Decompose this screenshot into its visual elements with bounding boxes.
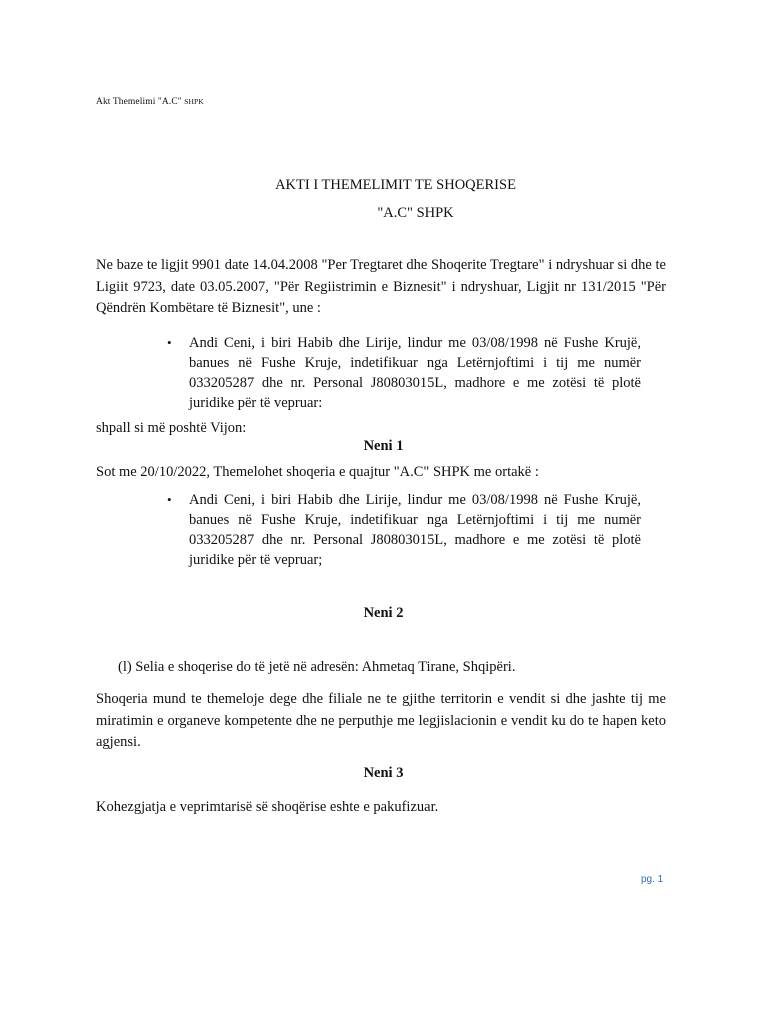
running-header-title: Akt Themelimi "A.C" — [96, 97, 182, 107]
running-header — [96, 97, 204, 107]
running-header-suffix: SHPK — [184, 97, 204, 106]
document-title: AKTI I THEMELIMIT TE SHOQERISE — [275, 177, 516, 193]
bullet-icon: • — [167, 492, 172, 507]
founder-list-2 — [167, 490, 641, 570]
article-3-text: Kohezgjatja e veprimtarisë së shoqërise eshte e pakufizuar. — [96, 799, 439, 815]
article-2-text: Shoqeria mund te themeloje dege dhe filiale ne te gjithe territorin e vendit si dhe jashte tij me miratimin e organeve kompetente dhe ne perputhje me legjislacionin e vendit ku do te hapen keto agjensi. — [96, 691, 666, 750]
declaration-line: shpall si më poshtë Vijon: — [96, 420, 247, 436]
article-2-heading: Neni 2 — [363, 605, 404, 621]
founder-details: Andi Ceni, i biri Habib dhe Lirije, lindur me 03/08/1998 në Fushe Krujë, banues në Fushe Kruje, indetifikuar nga Letërnjoftimi i tij me numër 033205287 dhe nr. Personal J80803015L, madhore e me zotësi të plotë juridike për të vepruar; — [189, 492, 641, 568]
page-number: pg. 1 — [641, 874, 664, 885]
founder-details: Andi Ceni, i biri Habib dhe Lirije, lindur me 03/08/1998 në Fushe Krujë, banues në Fushe Kruje, indetifikuar nga Letërnjoftimi i tij me numër 033205287 dhe nr. Personal J80803015L, madhore e me zotësi të plotë juridike për të vepruar: — [189, 335, 641, 411]
article-3-heading: Neni 3 — [363, 765, 404, 781]
list-item — [167, 333, 641, 413]
article-2-item-1: (l) Selia e shoqerise do të jetë në adresën: Ahmetaq Tirane, Shqipëri. — [118, 659, 516, 675]
list-item — [167, 490, 641, 570]
document-subtitle: "A.C" SHPK — [377, 205, 454, 221]
bullet-icon: • — [167, 335, 172, 350]
article-1-text: Sot me 20/10/2022, Themelohet shoqeria e quajtur "A.C" SHPK me ortakë : — [96, 464, 539, 480]
intro-paragraph: Ne baze te ligjit 9901 date 14.04.2008 "Per Tregtaret dhe Shoqerite Tregtare" i ndryshuar si dhe te Ligiit 9723, date 03.05.2007, "Për Regiistrimin e Biznesit" i ndryshuar, Ligjit nr 131/2015 "Për Qëndrën Kombëtare të Biznesit", une : — [96, 257, 666, 316]
founder-list-1 — [167, 333, 641, 413]
article-1-heading: Neni 1 — [363, 438, 404, 454]
